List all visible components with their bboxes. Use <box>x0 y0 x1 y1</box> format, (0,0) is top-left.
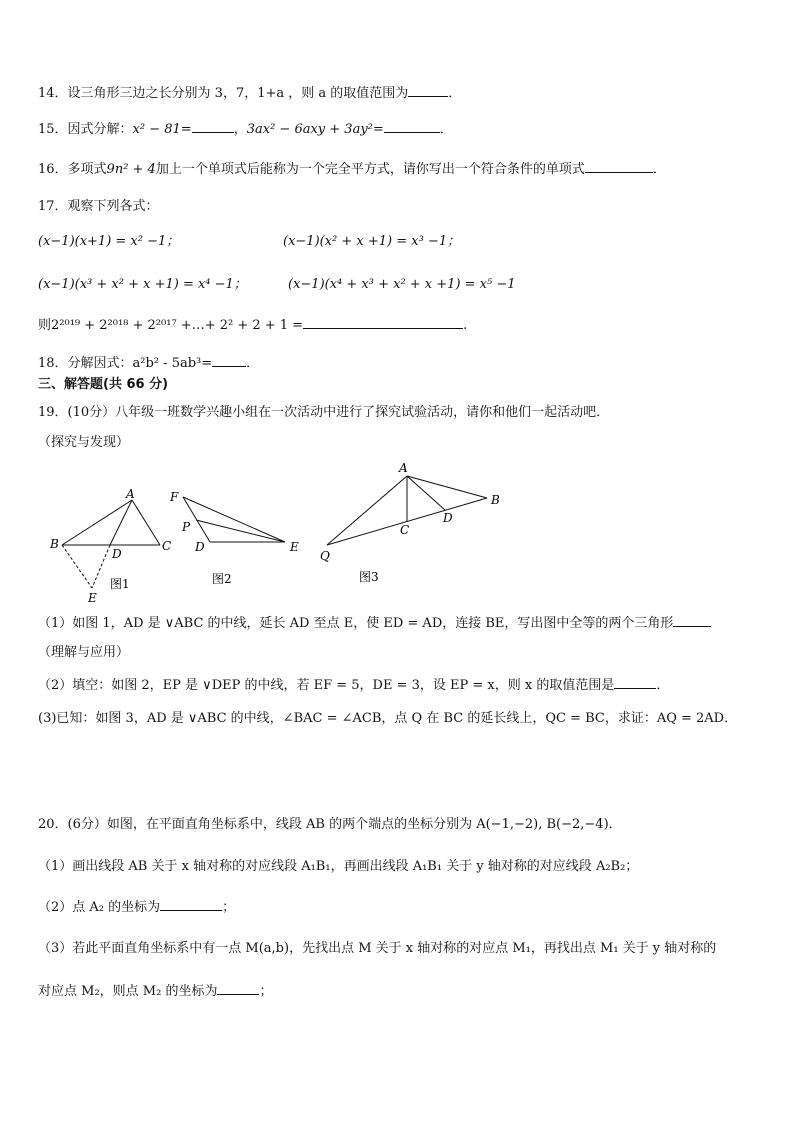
figure-3 <box>315 458 515 588</box>
q14-text: 14．设三角形三边之长分别为 3，7，1+a ，则 a 的取值范围为 <box>38 86 409 101</box>
q17-blank[interactable] <box>303 316 463 329</box>
q17-title: 17．观察下列各式： <box>38 199 159 214</box>
q20-part3-end: ； <box>259 984 273 999</box>
q20-part3-blank[interactable] <box>217 982 259 995</box>
q19-explore: （探究与发现） <box>38 435 130 450</box>
q20-intro: 20．(6分）如图，在平面直角坐标系中，线段 AB 的两个端点的坐标分别为 A(−1,−2), B(−2,−4)． <box>38 817 622 832</box>
q20-part3a: （3）若此平面直角坐标系中有一点 M(a,b)，先找出点 M 关于 x 轴对称的对应点 M₁，再找出点 M₁ 关于 y 轴对称的 <box>38 941 717 956</box>
question-15 <box>38 120 453 139</box>
q20-part1: （1）画出线段 AB 关于 x 轴对称的对应线段 A₁B₁，再画出线段 A₁B₁ 关于 y 轴对称的对应线段 A₂B₂； <box>38 859 639 874</box>
question-16 <box>38 160 666 179</box>
q15-eq1: = <box>180 122 192 137</box>
q16-end: ． <box>652 162 666 177</box>
question-18 <box>38 354 259 373</box>
q20-part2-end: ； <box>222 900 236 915</box>
q15-sep: ， <box>233 122 247 137</box>
fig2-caption: 图2 <box>212 572 232 586</box>
q16-poly: 9n² + 4 <box>106 162 156 177</box>
q15-prefix: 15．因式分解： <box>38 122 133 137</box>
q17-eq3: (x−1)(x³ + x² + x +1) = x⁴ −1； <box>38 277 247 292</box>
fig1-label-c: C <box>162 539 172 553</box>
q17-eq2: (x−1)(x² + x +1) = x³ −1； <box>283 234 461 249</box>
fig1-label-a: A <box>126 487 135 501</box>
q19-part1: （1）如图 1，AD 是 ∨ABC 的中线，延长 AD 至点 E，使 ED = AD，连接 BE，写出图中全等的两个三角形 <box>38 616 674 631</box>
q17-eq1: (x−1)(x+1) = x² −1； <box>38 234 180 249</box>
fig3-label-d: D <box>443 511 453 525</box>
fig1-label-e: E <box>88 591 97 605</box>
q19-part1-line <box>38 614 711 633</box>
question-14 <box>38 84 461 103</box>
q19-part2-line <box>38 676 669 695</box>
q16-blank[interactable] <box>585 160 653 173</box>
q19-part2-end: ． <box>656 678 670 693</box>
q17-eq4: (x−1)(x⁴ + x³ + x² + x +1) = x⁵ −1 <box>288 277 516 292</box>
q18-text: 18．分解因式：a²b² - 5ab³= <box>38 356 213 371</box>
fig3-label-b: B <box>491 493 500 507</box>
q20-part2: （2）点 A₂ 的坐标为 <box>38 900 161 915</box>
q15-end: ． <box>439 122 453 137</box>
figure-2 <box>165 485 315 595</box>
q18-end: ． <box>246 356 260 371</box>
fig2-label-d: D <box>195 540 205 554</box>
fig2-label-p: P <box>182 520 191 534</box>
q17-then: 则2²⁰¹⁹ + 2²⁰¹⁸ + 2²⁰¹⁷ +…+ 2² + 2 + 1 = <box>38 318 304 333</box>
fig2-label-f: F <box>170 490 179 504</box>
fig3-caption: 图3 <box>359 570 379 584</box>
q15-eq2: = <box>372 122 384 137</box>
q19-part2-blank[interactable] <box>614 676 656 689</box>
fig3-label-c: C <box>400 523 410 537</box>
q18-blank[interactable] <box>212 354 246 367</box>
q19-part3: (3)已知：如图 3，AD 是 ∨ABC 的中线，∠BAC = ∠ACB，点 Q 在 BC 的延长线上，QC = BC，求证：AQ = 2AD． <box>38 711 738 726</box>
q17-end: . <box>463 318 468 333</box>
fig1-caption: 图1 <box>110 577 130 591</box>
q16-prefix: 16．多项式 <box>38 162 107 177</box>
q14-end: ． <box>448 86 462 101</box>
q15-blank1[interactable] <box>192 120 234 133</box>
fig1-segment-ac <box>132 500 160 545</box>
q15-expr1: x² − 81 <box>132 122 181 137</box>
q20-part2-line <box>38 898 235 917</box>
fig2-label-e: E <box>290 540 299 554</box>
section-3-heading: 三、解答题(共 66 分) <box>38 377 169 392</box>
q15-expr2: 3ax² − 6axy + 3ay² <box>246 122 373 137</box>
fig1-label-d: D <box>112 547 122 561</box>
q19-understand: （理解与应用） <box>38 645 130 660</box>
q20-part3b-line <box>38 982 272 1001</box>
fig1-segment-be <box>62 545 92 588</box>
fig3-label-a: A <box>399 461 408 475</box>
q19-intro: 19．(10分）八年级一班数学兴趣小组在一次活动中进行了探究试验活动，请你和他们一起活动吧． <box>38 405 610 420</box>
q19-part2: （2）填空：如图 2，EP 是 ∨DEP 的中线，若 EF = 5，DE = 3，设 EP = x，则 x 的取值范围是 <box>38 678 615 693</box>
q17-then-line <box>38 316 467 335</box>
q16-text: 加上一个单项式后能称为一个完全平方式，请你写出一个符合条件的单项式 <box>155 162 585 177</box>
q20-part3b: 对应点 M₂，则点 M₂ 的坐标为 <box>38 984 218 999</box>
q20-part2-blank[interactable] <box>160 898 222 911</box>
fig1-segment-de <box>92 545 110 588</box>
fig2-segment-pe <box>196 520 285 542</box>
fig3-segment-aq <box>327 476 410 545</box>
fig2-segment-fe <box>183 497 285 542</box>
fig1-label-b: B <box>50 537 59 551</box>
q19-part1-blank[interactable] <box>673 614 711 627</box>
fig3-label-q: Q <box>320 549 330 563</box>
q15-blank2[interactable] <box>384 120 440 133</box>
q14-answer-blank[interactable] <box>408 84 448 97</box>
